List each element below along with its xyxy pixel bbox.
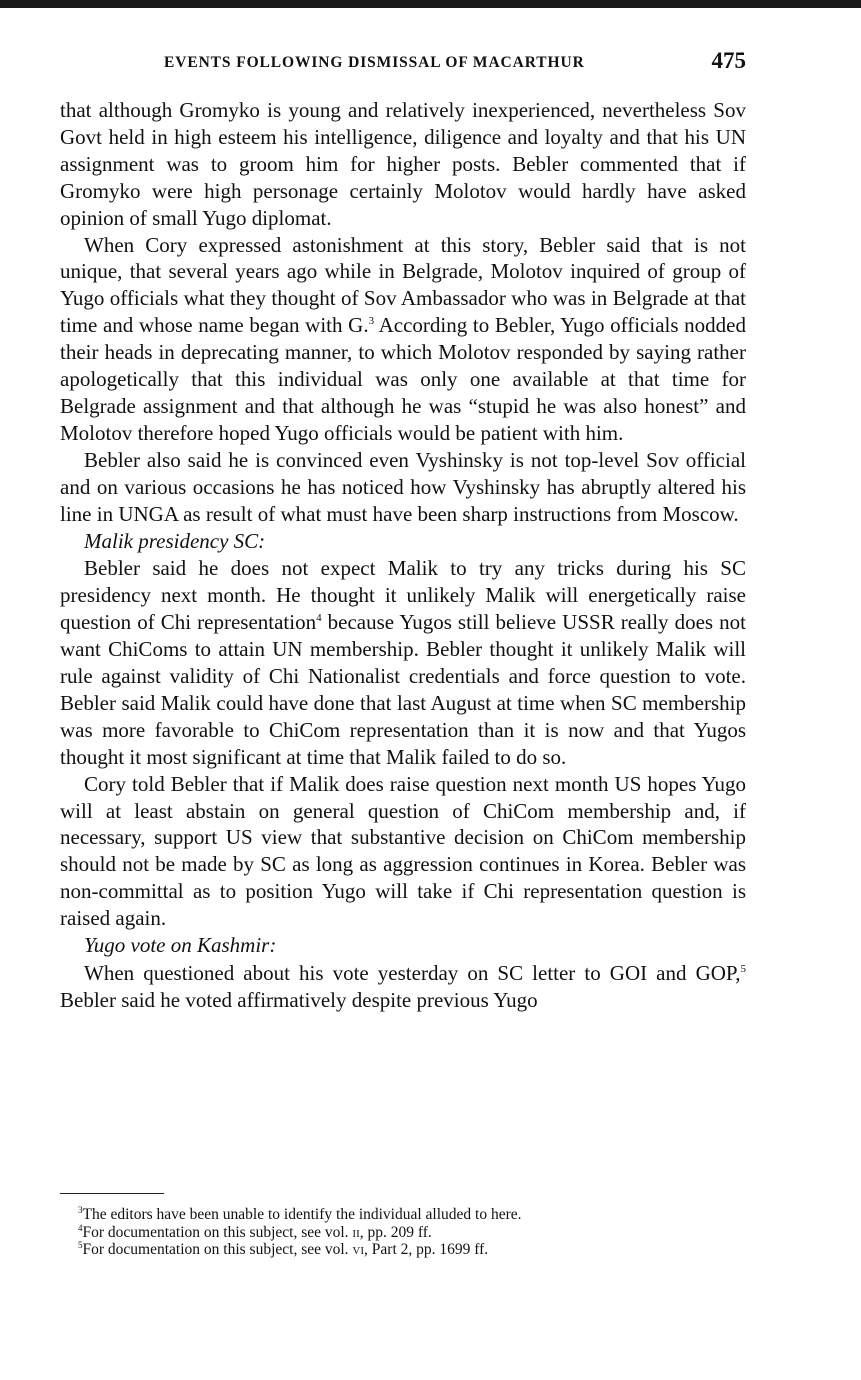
footnote-4-volume: ii <box>352 1223 360 1241</box>
footnote-3 <box>78 1206 746 1224</box>
paragraph-6-part-a: When questioned about his vote yesterday on SC letter to GOI and GOP, <box>84 961 741 985</box>
footnote-5-text: For documentation on this subject, see vol. <box>82 1241 353 1258</box>
page-number: 475 <box>711 48 746 73</box>
footnote-3-text: The editors have been unable to identify the individual alluded to here. <box>82 1206 522 1223</box>
running-title: EVENTS FOLLOWING DISMISSAL OF MACARTHUR <box>164 54 585 71</box>
footnotes <box>78 1206 746 1259</box>
footnote-rule <box>60 1193 164 1194</box>
footnote-5-mark: 5 <box>78 1240 83 1250</box>
subhead-yugo-vote-kashmir: Yugo vote on Kashmir: <box>84 933 277 958</box>
paragraph-2 <box>60 232 746 447</box>
paragraph-1: that although Gromyko is young and relatively inexperienced, nevertheless Sov Govt held in high esteem his intelligence, diligence and loyalty and that his UN assignment was to groom him for higher posts. Bebler commented that if Gromyko were high personage certainly Molotov would hardly have asked opinion of small Yugo diplomat. <box>60 98 746 230</box>
paragraph-3: Bebler also said he is convinced even Vyshinsky is not top-level Sov official and on various occasions he has noticed how Vyshinsky has abruptly altered his line in UNGA as result of what must have been sharp instructions from Moscow. <box>60 447 746 526</box>
footnote-4 <box>78 1224 746 1242</box>
page-top-border <box>0 0 861 8</box>
footnote-5-pages: , Part 2, pp. 1699 ff. <box>364 1241 489 1258</box>
document-page <box>60 44 746 1014</box>
footnote-4-pages: , pp. 209 ff. <box>359 1223 432 1241</box>
paragraph-2-part-a: When Cory expressed astonishment at this story, Bebler said that is not unique, that several years ago while in Belgrade, Molotov inquired of group of Yugo officials what they thought of Sov Ambassador who was in Belgrade at that time and whose name began with G. <box>60 232 746 338</box>
footnote-5-volume: vi <box>352 1241 365 1258</box>
paragraph-6 <box>60 960 746 1014</box>
footnote-ref-5: 5 <box>740 963 746 975</box>
footnote-4-mark: 4 <box>78 1222 83 1233</box>
footnote-5 <box>78 1241 746 1259</box>
paragraph-4-part-b: because Yugos still believe USSR really does not want ChiComs to attain UN membership. Bebler thought it unlikely Malik will rule against validity of Chi Nationalist credentials and force question to vote. Bebler said Malik could have done that last August at time when SC membership was more favorable to ChiCom representation than it is now and that Yugos thought it most significant at time that Malik failed to do so. <box>60 610 746 769</box>
paragraph-5: Cory told Bebler that if Malik does raise question next month US hopes Yugo will at least abstain on general question of ChiCom membership and, if necessary, support US view that substantive decision on ChiCom membership should not be made by SC as long as aggression continues in Korea. Bebler was non-committal as to position Yugo will take if Chi representation question is raised again. <box>60 771 746 931</box>
footnote-ref-4: 4 <box>316 612 322 625</box>
subhead-malik-presidency: Malik presidency SC: <box>84 528 266 553</box>
paragraph-2-part-b: According to Bebler, Yugo officials nodded their heads in deprecating manner, to which Molotov responded by saying rather apologetically that this individual was only one available at that time for Belgrade assignment and that although he was “stupid he was also honest” and Molotov therefore hoped Yugo officials would be patient with him. <box>60 313 747 445</box>
body-text <box>60 97 746 1014</box>
paragraph-4-part-a: Bebler said he does not expect Malik to try any tricks during his SC presidency next month. He thought it unlikely Malik will energetically raise question of Chi representation <box>60 556 746 635</box>
footnote-ref-3: 3 <box>368 315 375 328</box>
footnote-3-mark: 3 <box>78 1205 83 1215</box>
paragraph-6-part-b: Bebler said he voted affirmatively despite previous Yugo <box>60 987 538 1012</box>
paragraph-4 <box>60 555 746 770</box>
footnote-4-text: For documentation on this subject, see vol. <box>82 1223 353 1241</box>
running-header <box>60 44 746 78</box>
